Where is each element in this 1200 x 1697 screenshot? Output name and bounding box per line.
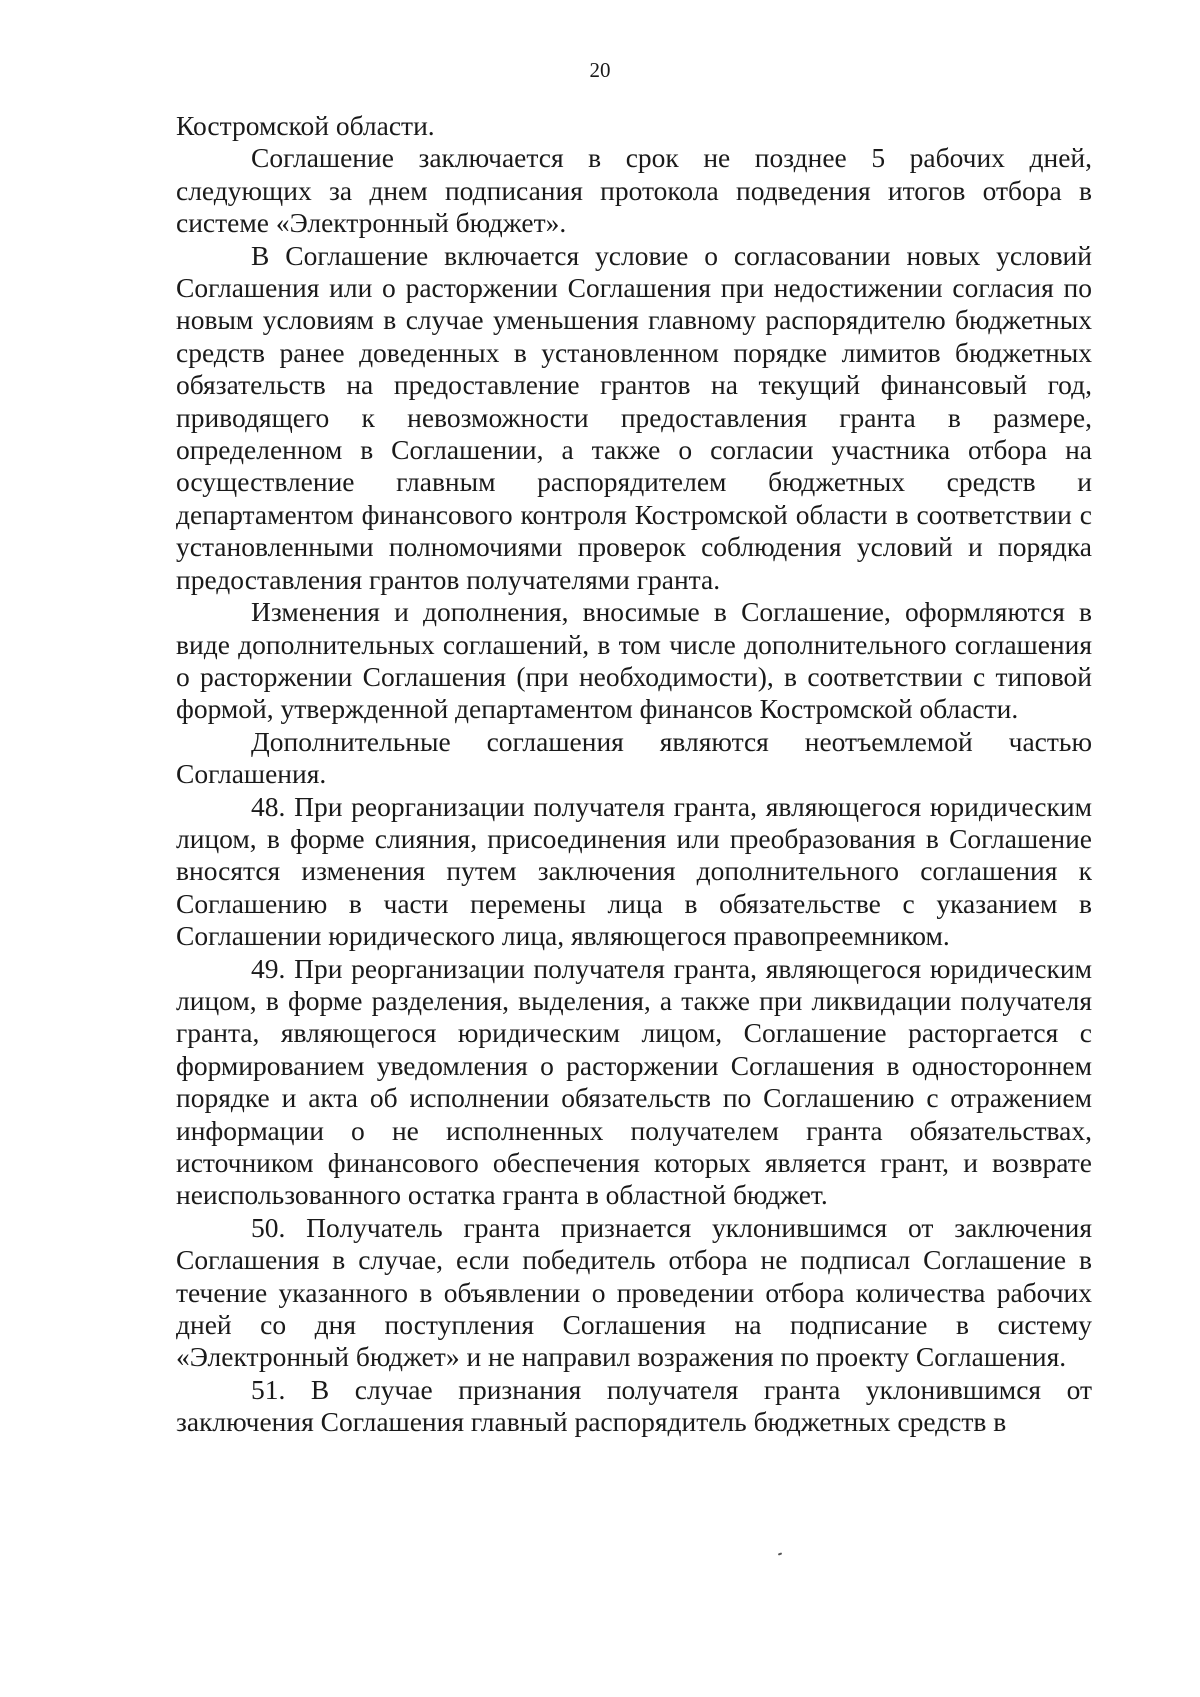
- paragraph-clause-49: 49. При реорганизации получателя гранта, являющегося юридическим лицом, в форме разделения, выделения, а также при ликвидации получателя гранта, являющегося юридическим лицом, Соглашение расторгается с формированием уведомления о расторжении Соглашения в одностороннем порядке и акта об исполнении обязательств по Соглашению с отражением информации о не исполненных получателем гранта обязательствах, источником финансового обеспечения которых является грант, и возврате неиспользованного остатка гранта в областной бюджет.: [176, 952, 1092, 1211]
- paragraph-clause-51: 51. В случае признания получателя гранта уклонившимся от заключения Соглашения главный распорядитель бюджетных средств в: [176, 1373, 1092, 1438]
- page-number: 20: [589, 58, 611, 82]
- paragraph-agreement-term: Соглашение заключается в срок не позднее 5 рабочих дней, следующих за днем подписания протокола подведения итогов отбора в системе «Электронный бюджет».: [176, 142, 1092, 239]
- paragraph-agreement-conditions: В Соглашение включается условие о согласовании новых условий Соглашения или о расторжении Соглашения при недостижении согласия по новым условиям в случае уменьшения главному распорядителю бюджетных средств ранее доведенных в установленном порядке лимитов бюджетных обязательств на предоставление грантов на текущий финансовый год, приводящего к невозможности предоставления гранта в размере, определенном в Соглашении, а также о согласии участника отбора на осуществление главным распорядителем бюджетных средств и департаментом финансового контроля Костромской области в соответствии с установленными полномочиями проверок соблюдения условий и порядка предоставления грантов получателями гранта.: [176, 239, 1092, 595]
- paragraph-additional-agreements: Дополнительные соглашения являются неотъемлемой частью Соглашения.: [176, 725, 1092, 790]
- paragraph-amendments: Изменения и дополнения, вносимые в Соглашение, оформляются в виде дополнительных соглашений, в том числе дополнительного соглашения о расторжении Соглашения (при необходимости), в соответствии с типовой формой, утвержденной департаментом финансов Костромской области.: [176, 596, 1092, 725]
- paragraph-clause-50: 50. Получатель гранта признается уклонившимся от заключения Соглашения в случае, если победитель отбора не подписал Соглашение в течение указанного в объявлении о проведении отбора количества рабочих дней со дня поступления Соглашения на подписание в систему «Электронный бюджет» и не направил возражения по проекту Соглашения.: [176, 1211, 1092, 1373]
- paragraph-continuation: Костромской области.: [176, 110, 435, 141]
- scan-artifact: [778, 1552, 782, 1555]
- document-body: [176, 110, 1092, 1439]
- paragraph-clause-48: 48. При реорганизации получателя гранта, являющегося юридическим лицом, в форме слияния, присоединения или преобразования в Соглашение вносятся изменения путем заключения дополнительного соглашения к Соглашению в части перемены лица в обязательстве с указанием в Соглашении юридического лица, являющегося правопреемником.: [176, 790, 1092, 952]
